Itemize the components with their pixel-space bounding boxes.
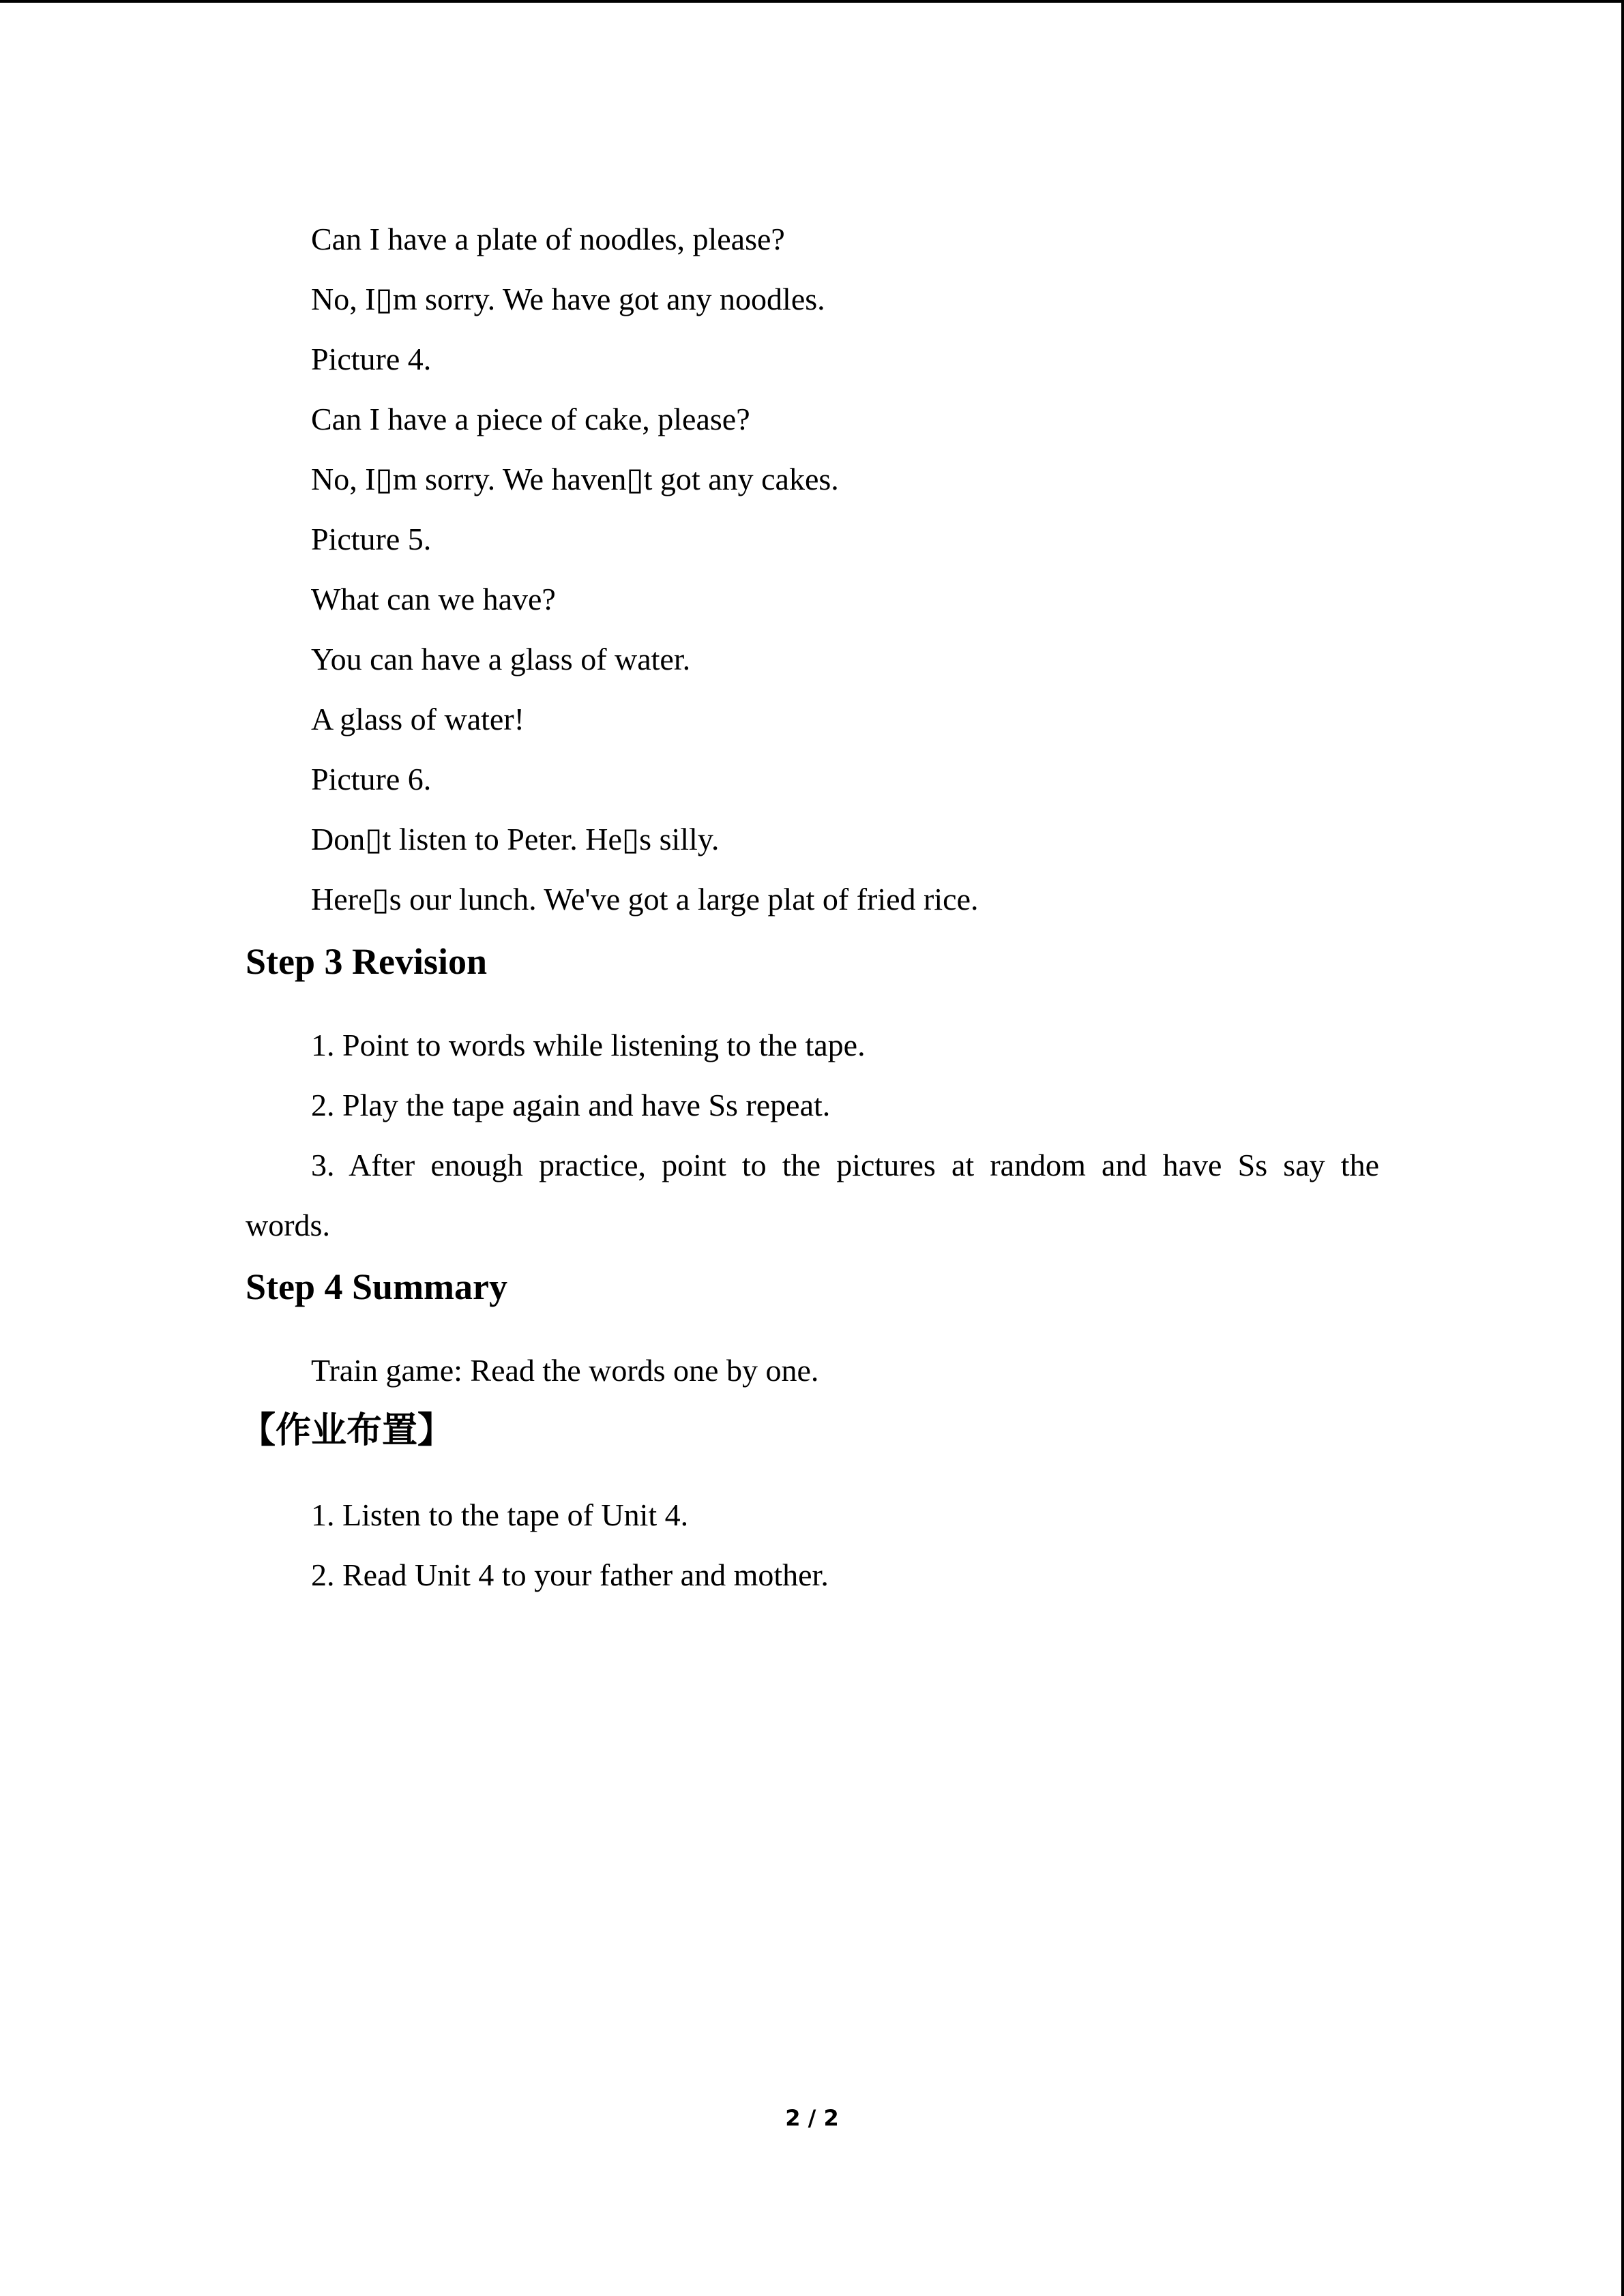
dialogue-line: Don▯t listen to Peter. He▯s silly. xyxy=(311,822,720,856)
homework-item: 1. Listen to the tape of Unit 4. xyxy=(311,1497,689,1532)
page-border-right xyxy=(1621,0,1624,2296)
dialogue-line: No, I▯m sorry. We haven▯t got any cakes. xyxy=(311,462,839,496)
homework-item: 2. Read Unit 4 to your father and mother. xyxy=(311,1557,829,1592)
step3-item: 1. Point to words while listening to the tape. xyxy=(311,1028,866,1062)
page-number: 2 / 2 xyxy=(785,2105,839,2131)
step4-item: Train game: Read the words one by one. xyxy=(311,1353,819,1388)
step4-heading: Step 4 Summary xyxy=(246,1266,508,1307)
dialogue-line: What can we have? xyxy=(311,582,556,616)
dialogue-line: Here▯s our lunch. We've got a large plat of fried rice. xyxy=(311,882,979,916)
page-border-top xyxy=(0,0,1624,3)
dialogue-line: No, I▯m sorry. We have got any noodles. xyxy=(311,282,825,316)
dialogue-line: Can I have a piece of cake, please? xyxy=(311,402,750,436)
step3-item: 3. After enough practice, point to the pictures at random and have Ss say the xyxy=(311,1148,1379,1182)
dialogue-line: You can have a glass of water. xyxy=(311,642,691,676)
step3-heading: Step 3 Revision xyxy=(246,941,488,982)
dialogue-line: Can I have a plate of noodles, please? xyxy=(311,222,785,256)
step3-item: 2. Play the tape again and have Ss repeat. xyxy=(311,1088,831,1122)
dialogue-line: Picture 5. xyxy=(311,522,432,556)
dialogue-line: Picture 6. xyxy=(311,762,432,796)
dialogue-line: Picture 4. xyxy=(311,342,432,376)
dialogue-line: A glass of water! xyxy=(311,702,525,736)
step3-item-continuation: words. xyxy=(246,1208,330,1242)
homework-heading: 【作业布置】 xyxy=(240,1410,454,1451)
